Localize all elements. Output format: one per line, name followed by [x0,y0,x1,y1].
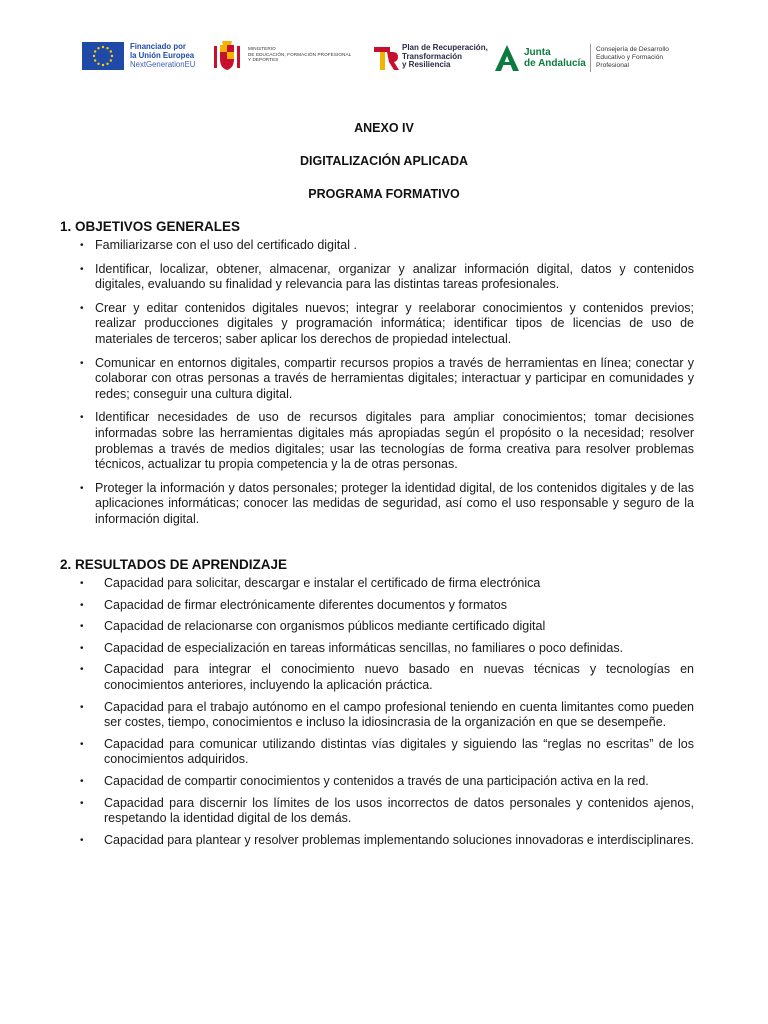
list-item: • Capacidad para solicitar, descargar e instalar el certificado de firma electrónica [80,576,541,590]
list-item: • Familiarizarse con el uso del certificado digital . [80,238,357,252]
list-item: • Capacidad de especialización en tareas informáticas sencillas, no familiares o poco definidas. [80,640,624,655]
bullet-icon: • [80,302,84,314]
junta-andalucia-logo-text: Junta de Andalucía [524,47,586,69]
bullet-icon: • [80,621,84,633]
list-item: • Crear y editar contenidos digitales nuevos; integrar y reelaborar conocimientos y contenidos previos; realizar producciones digitales y programación informática; identificar tipos de licencias de uso de materiales de terceros; saber aplicar los derechos de propiedad intelectual. [80,300,694,346]
junta-andalucia-logo-icon [494,44,520,72]
bullet-icon: • [80,701,84,713]
spain-coat-of-arms-icon [212,40,242,74]
bullet-icon: • [80,775,84,787]
bullet-icon: • [80,664,84,676]
list-item: • Capacidad de compartir conocimientos y contenidos a través de una participación activa en la red. [80,773,649,788]
recovery-plan-logo-text: Plan de Recuperación, Transformación y Resiliencia [402,43,488,70]
bullet-icon: • [80,599,84,611]
section-title-learning-outcomes: 2. RESULTADOS DE APRENDIZAJE [60,557,288,572]
list-item: • Capacidad para integrar el conocimiento nuevo basado en nuevas técnicas y tecnologías en conocimientos anteriores, incluyendo la aplicación práctica. [80,662,694,692]
consejeria-logo-text: Consejería de Desarrollo Educativo y Formación Profesional [596,46,669,69]
list-item: • Capacidad para plantear y resolver problemas implementando soluciones innovadoras e interdisciplinares. [80,832,694,847]
list-item: • Capacidad para comunicar utilizando distintas vías digitales y siguiendo las “reglas no escritas” de los conocimientos adquiridos. [80,736,694,767]
bullet-icon: • [80,412,84,424]
bullet-icon: • [80,357,84,369]
list-item: • Capacidad de firmar electrónicamente diferentes documentos y formatos [80,597,507,612]
bullet-icon: • [80,738,84,750]
bullet-icon: • [80,482,84,494]
eu-logo-text: Financiado por la Unión Europea NextGenerationEU [130,42,196,69]
list-item: • Identificar necesidades de uso de recursos digitales para ampliar conocimientos; tomar decisiones informadas sobre las herramientas digitales más apropiadas según el propósito o la necesidad; resolver problemas a través de medios digitales; usar las tecnologías de forma creativa para resolver problemas técnicos, actualizar tu propia competencia y la de otras personas. [80,410,694,472]
bullet-icon: • [80,263,84,275]
ministry-logo-text: MINISTERIO DE EDUCACIÓN, FORMACIÓN PROFESIONAL Y DEPORTES [248,46,352,63]
list-item: • Capacidad para discernir los límites de los usos incorrectos de datos personales y contenidos ajenos, respetando la identidad digital de los demás. [80,795,694,826]
bullet-icon: • [80,834,84,846]
list-item: • Capacidad para el trabajo autónomo en el campo profesional teniendo en cuenta limitantes como pueden ser costes, tiempo, conocimientos e incluso la idiosincrasia de la organización en que se desempeñe. [80,699,694,730]
bullet-icon: • [80,642,84,654]
list-item: • Identificar, localizar, obtener, almacenar, organizar y analizar información digital, datos y contenidos digitales, evaluando su finalidad y relevancia para las distintas tareas profesionales. [80,261,694,292]
objectives-list [80,238,694,528]
section-title-objectives: 1. OBJETIVOS GENERALES [60,219,241,234]
bullet-icon: • [80,797,84,809]
subject-title: DIGITALIZACIÓN APLICADA [299,154,469,168]
recovery-plan-logo-icon [372,44,400,72]
bullet-icon: • [80,240,84,251]
eu-flag-icon [82,42,124,70]
learning-outcomes-list [80,576,694,848]
list-item: • Capacidad de relacionarse con organismos públicos mediante certificado digital [80,619,546,634]
annex-title: ANEXO IV [354,121,414,135]
logo-divider [590,44,591,72]
list-item: • Comunicar en entornos digitales, compartir recursos propios a través de herramientas en línea; conectar y colaborar con otras personas a través de herramientas digitales; interactuar y participar en comunidades y redes; conseguir una cultura digital. [80,355,694,401]
list-item: • Proteger la información y datos personales; proteger la identidad digital, de los contenidos digitales y de las aplicaciones informáticas; conocer las medidas de seguridad, así como el uso responsable y seguro de la información digital. [80,480,694,526]
bullet-icon: • [80,578,84,589]
program-title: PROGRAMA FORMATIVO [308,187,460,201]
